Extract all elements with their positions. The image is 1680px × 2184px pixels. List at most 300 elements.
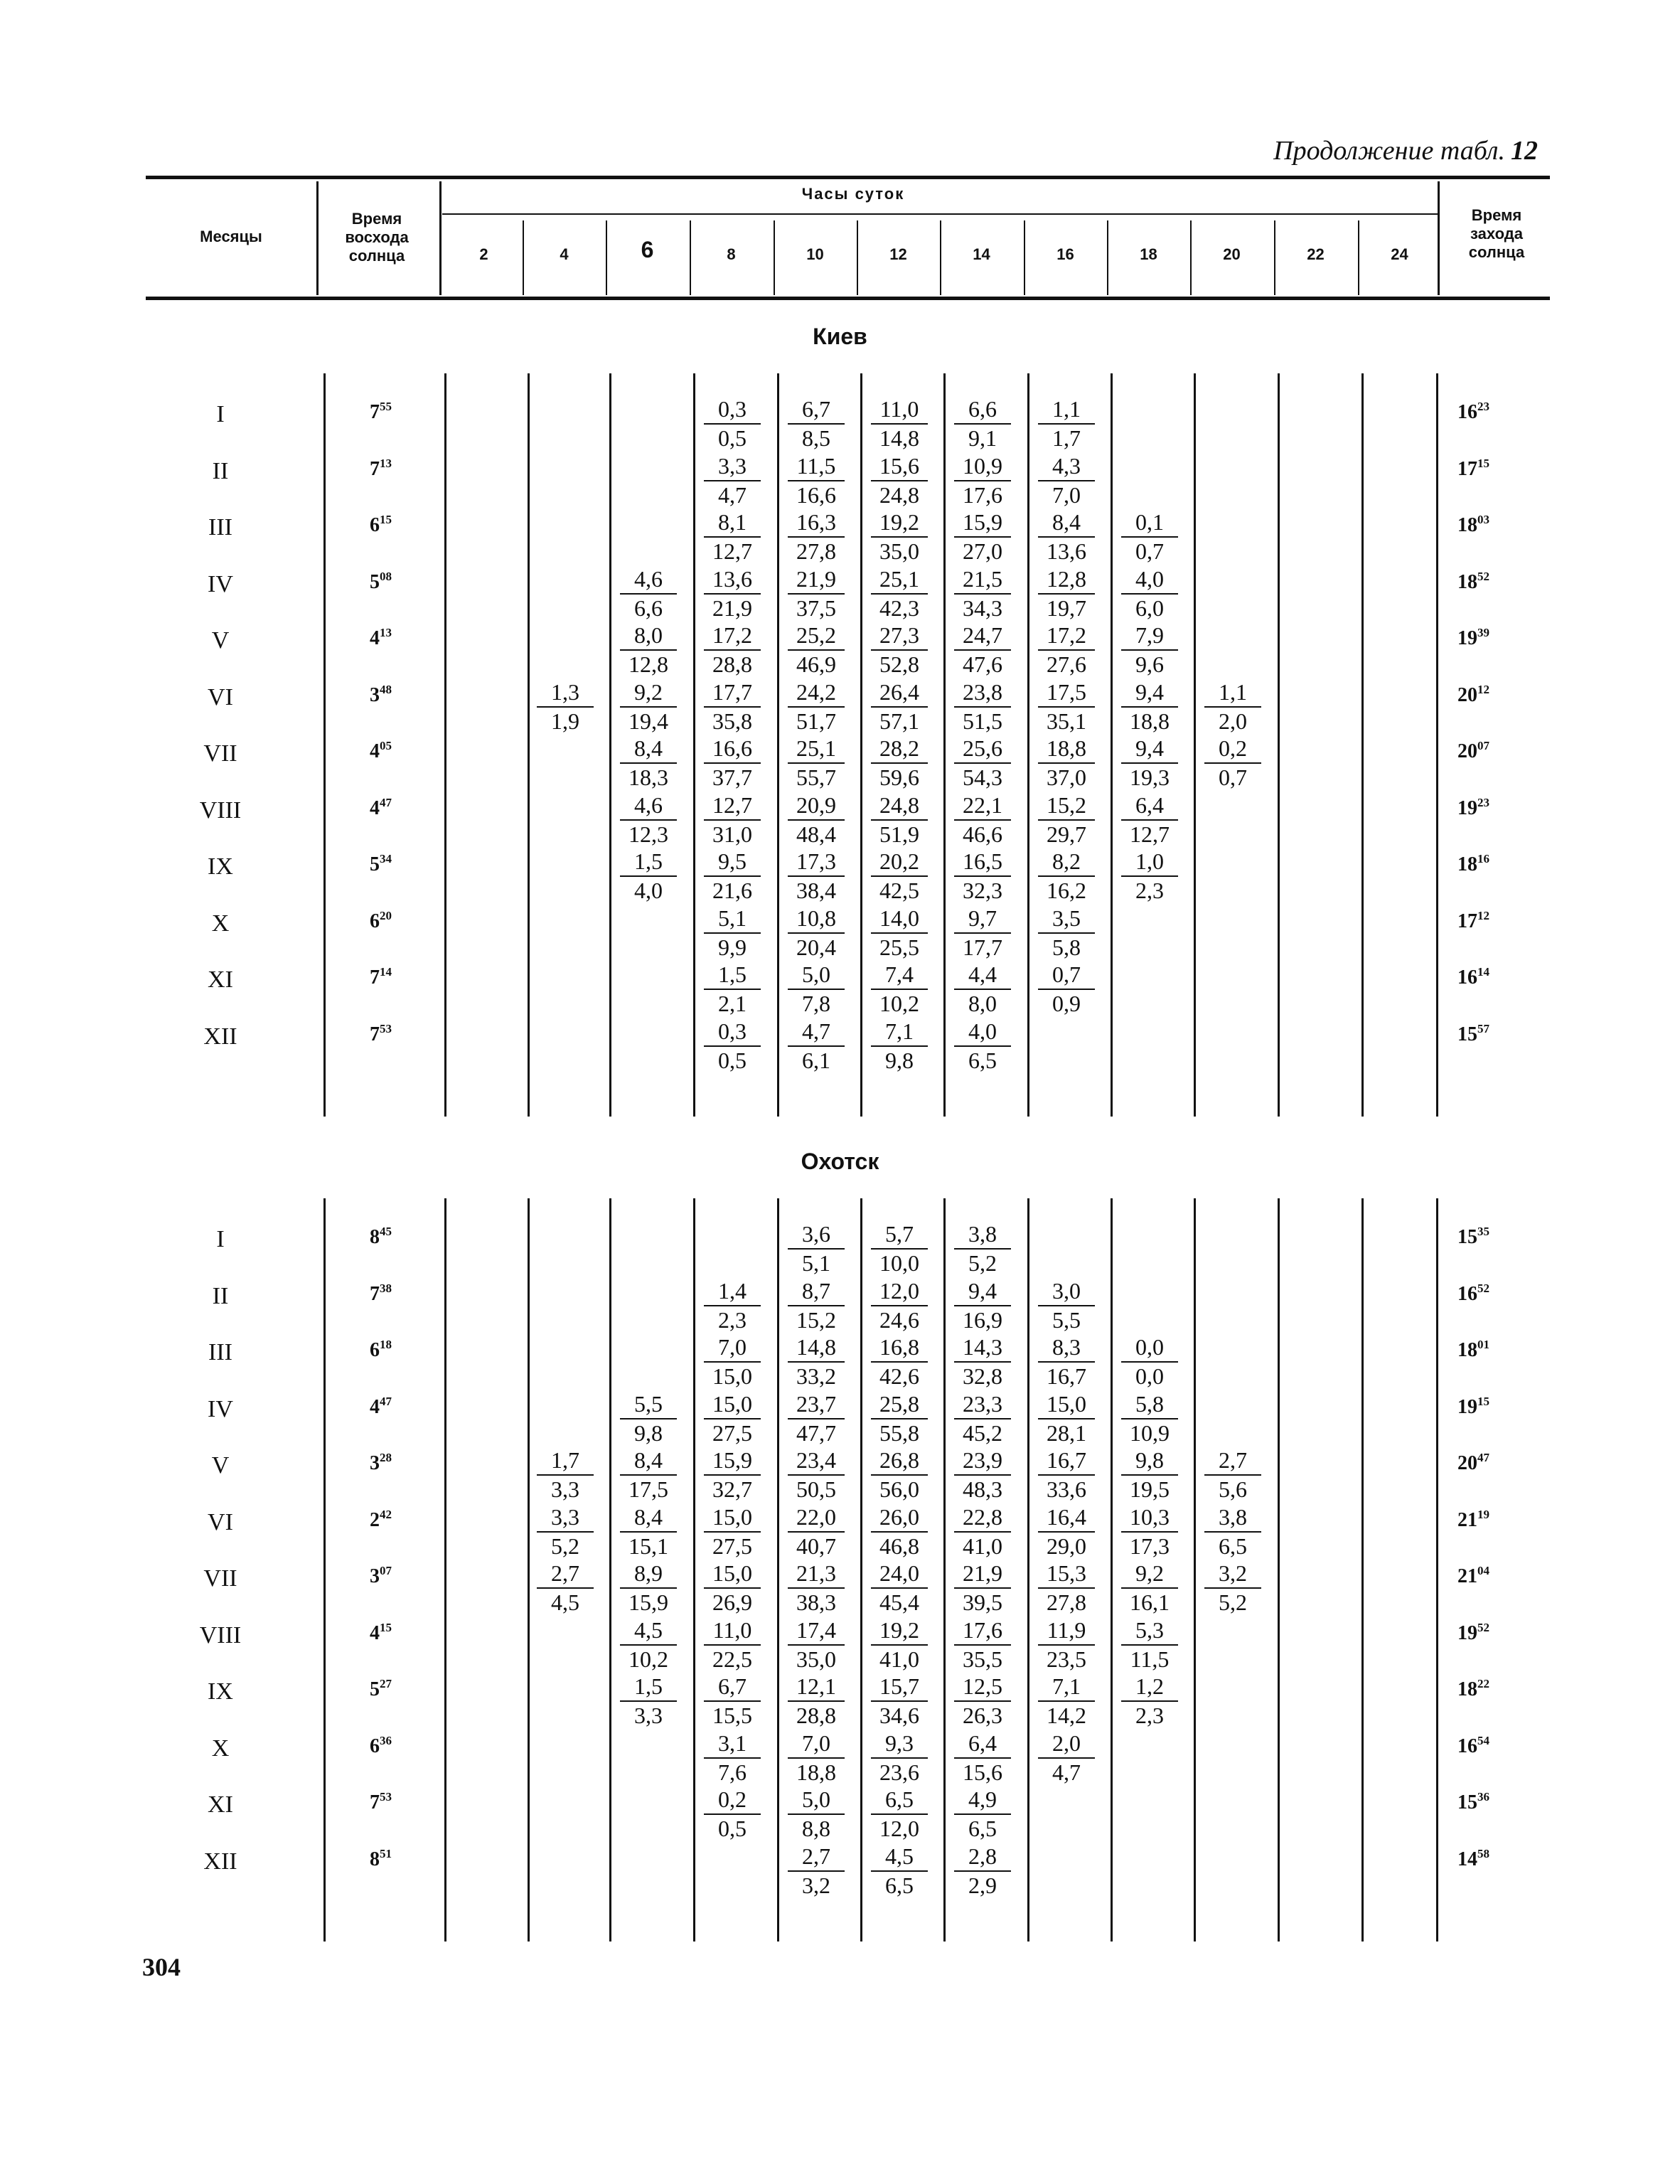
fraction-numerator: 15,3 <box>1047 1560 1086 1586</box>
fraction-denominator: 24,6 <box>871 1305 928 1334</box>
month-label: III <box>208 514 232 540</box>
value-fraction <box>860 1277 938 1334</box>
month-label: VII <box>203 740 237 767</box>
fraction-numerator: 11,0 <box>712 1616 752 1643</box>
fraction-denominator: 2,3 <box>1121 1700 1178 1730</box>
fraction-numerator: 3,5 <box>1052 905 1081 931</box>
value-fraction <box>777 678 855 735</box>
value-fraction <box>860 678 938 735</box>
fraction-denominator: 27,5 <box>704 1531 761 1560</box>
fraction-denominator: 5,8 <box>1038 932 1095 962</box>
fraction-numerator: 15,9 <box>712 1447 752 1473</box>
fraction-numerator: 21,5 <box>963 565 1002 592</box>
fraction-denominator: 0,0 <box>1121 1361 1178 1390</box>
table-number: 12 <box>1511 136 1538 166</box>
fraction-numerator: 23,9 <box>963 1447 1002 1473</box>
value-fraction <box>693 395 771 452</box>
fraction-denominator: 9,6 <box>1121 649 1178 678</box>
fraction-numerator: 16,8 <box>879 1334 919 1360</box>
fraction-numerator: 22,8 <box>963 1503 1002 1530</box>
sunrise-time: $7^{53}$ <box>370 1790 392 1813</box>
fraction-numerator: 27,3 <box>879 622 919 648</box>
value-fraction <box>860 622 938 678</box>
fraction-denominator: 16,2 <box>1038 875 1095 905</box>
sunset-time: $21^{19}$ <box>1457 1507 1489 1531</box>
value-fraction <box>777 1843 855 1900</box>
header-hours: Часы суток <box>801 185 905 203</box>
fraction-denominator: 12,0 <box>871 1813 928 1843</box>
fraction-denominator: 29,0 <box>1038 1531 1095 1560</box>
hour-header-4: 4 <box>560 245 569 263</box>
sunset-time: $16^{14}$ <box>1457 965 1489 989</box>
month-label: IV <box>208 1395 233 1422</box>
fraction-numerator: 1,4 <box>718 1277 747 1304</box>
sunrise-time: $5^{27}$ <box>370 1677 392 1700</box>
sunset-time: $15^{35}$ <box>1457 1225 1489 1248</box>
fraction-denominator: 15,9 <box>620 1587 677 1616</box>
hour-header-divider <box>940 220 941 295</box>
month-label: I <box>216 401 225 427</box>
value-fraction <box>1194 735 1272 792</box>
value-fraction <box>777 1220 855 1277</box>
value-fraction <box>609 792 687 848</box>
fraction-denominator: 18,8 <box>1121 706 1178 735</box>
fraction-numerator: 25,1 <box>796 735 836 761</box>
fraction-denominator: 5,6 <box>1204 1474 1261 1503</box>
header-divider <box>316 181 319 295</box>
value-fraction <box>943 1333 1022 1390</box>
value-fraction <box>1027 395 1106 452</box>
fraction-numerator: 3,6 <box>802 1221 830 1247</box>
fraction-denominator: 18,8 <box>788 1757 845 1786</box>
value-fraction <box>860 1018 938 1075</box>
fraction-denominator: 17,5 <box>620 1474 677 1503</box>
value-fraction <box>943 961 1022 1018</box>
fraction-numerator: 4,5 <box>634 1616 663 1643</box>
value-fraction <box>609 1673 687 1730</box>
fraction-numerator: 5,5 <box>634 1390 663 1417</box>
fraction-denominator: 17,3 <box>1121 1531 1178 1560</box>
sunset-time: $15^{36}$ <box>1457 1790 1489 1813</box>
month-label: II <box>212 1282 229 1309</box>
fraction-denominator: 38,4 <box>788 875 845 905</box>
fraction-denominator: 59,6 <box>871 762 928 792</box>
fraction-numerator: 20,9 <box>796 792 836 818</box>
fraction-denominator: 18,3 <box>620 762 677 792</box>
fraction-numerator: 1,2 <box>1135 1673 1164 1699</box>
fraction-numerator: 14,0 <box>879 905 919 931</box>
fraction-denominator: 34,6 <box>871 1700 928 1730</box>
fraction-denominator: 16,7 <box>1038 1361 1095 1390</box>
fraction-denominator: 46,8 <box>871 1531 928 1560</box>
fraction-denominator: 26,3 <box>954 1700 1011 1730</box>
month-label: VI <box>208 1508 233 1535</box>
value-fraction <box>943 1843 1022 1900</box>
column-line <box>528 373 530 1117</box>
page-number: 304 <box>142 1953 181 1981</box>
value-fraction <box>526 1503 604 1560</box>
sunset-time: $20^{07}$ <box>1457 739 1489 762</box>
value-fraction <box>693 622 771 678</box>
section-title-kiev: Киев <box>813 324 867 349</box>
sunset-time: $21^{04}$ <box>1457 1564 1489 1587</box>
fraction-denominator: 21,9 <box>704 593 761 622</box>
value-fraction <box>860 1673 938 1730</box>
value-fraction <box>1027 1730 1106 1786</box>
value-fraction <box>943 1390 1022 1447</box>
fraction-numerator: 4,9 <box>968 1786 997 1812</box>
value-fraction <box>777 905 855 962</box>
fraction-numerator: 15,0 <box>1047 1390 1086 1417</box>
value-fraction <box>943 565 1022 622</box>
fraction-numerator: 7,4 <box>885 962 914 987</box>
sunrise-time: $4^{47}$ <box>370 795 392 819</box>
fraction-numerator: 16,5 <box>963 848 1002 874</box>
fraction-denominator: 12,7 <box>1121 819 1178 848</box>
value-fraction <box>1111 1560 1189 1616</box>
fraction-numerator: 8,0 <box>634 622 663 648</box>
value-fraction <box>1027 1447 1106 1503</box>
sunrise-time: $4^{15}$ <box>370 1620 392 1644</box>
fraction-numerator: 25,2 <box>796 622 836 648</box>
month-label: III <box>208 1339 232 1365</box>
fraction-numerator: 17,7 <box>712 678 752 705</box>
fraction-denominator: 8,0 <box>954 989 1011 1018</box>
fraction-denominator: 9,9 <box>704 932 761 962</box>
header-divider <box>439 181 442 295</box>
fraction-numerator: 7,1 <box>885 1018 914 1044</box>
fraction-denominator: 9,1 <box>954 423 1011 452</box>
value-fraction <box>777 1390 855 1447</box>
fraction-numerator: 1,1 <box>1219 678 1247 705</box>
fraction-numerator: 8,4 <box>634 1447 663 1473</box>
month-label: VIII <box>199 797 242 824</box>
value-fraction <box>860 395 938 452</box>
value-fraction <box>1111 1333 1189 1390</box>
value-fraction <box>693 1018 771 1075</box>
fraction-numerator: 5,0 <box>802 962 830 987</box>
fraction-numerator: 23,3 <box>963 1390 1002 1417</box>
fraction-denominator: 56,0 <box>871 1474 928 1503</box>
fraction-numerator: 8,2 <box>1052 848 1081 874</box>
fraction-denominator: 7,6 <box>704 1757 761 1786</box>
fraction-numerator: 25,1 <box>879 565 919 592</box>
fraction-numerator: 1,3 <box>551 678 579 705</box>
fraction-numerator: 17,3 <box>796 848 836 874</box>
value-fraction <box>943 1730 1022 1786</box>
fraction-denominator: 16,1 <box>1121 1587 1178 1616</box>
hour-header-divider <box>1190 220 1192 295</box>
fraction-denominator: 1,9 <box>537 706 594 735</box>
sunrise-time: $6^{18}$ <box>370 1338 392 1361</box>
value-fraction <box>1111 1503 1189 1560</box>
fraction-denominator: 4,7 <box>1038 1757 1095 1786</box>
fraction-numerator: 8,9 <box>634 1560 663 1586</box>
column-line <box>1436 1198 1438 1941</box>
fraction-denominator: 5,2 <box>1204 1587 1261 1616</box>
sunrise-time: $6^{20}$ <box>370 908 392 932</box>
fraction-denominator: 2,3 <box>704 1305 761 1334</box>
value-fraction <box>1027 1560 1106 1616</box>
fraction-numerator: 26,4 <box>879 678 919 705</box>
hour-header-divider <box>1274 220 1275 295</box>
value-fraction <box>860 792 938 848</box>
fraction-denominator: 38,3 <box>788 1587 845 1616</box>
fraction-numerator: 0,2 <box>1219 735 1247 761</box>
fraction-denominator: 33,2 <box>788 1361 845 1390</box>
fraction-numerator: 24,2 <box>796 678 836 705</box>
fraction-denominator: 35,1 <box>1038 706 1095 735</box>
sunrise-time: $3^{28}$ <box>370 1451 392 1474</box>
fraction-numerator: 7,1 <box>1052 1673 1081 1699</box>
value-fraction <box>1027 1277 1106 1334</box>
fraction-denominator: 2,1 <box>704 989 761 1018</box>
fraction-numerator: 13,6 <box>712 565 752 592</box>
fraction-denominator: 39,5 <box>954 1587 1011 1616</box>
fraction-numerator: 7,9 <box>1135 622 1164 648</box>
value-fraction <box>777 1277 855 1334</box>
fraction-numerator: 2,0 <box>1052 1730 1081 1756</box>
hour-header-divider <box>1107 220 1108 295</box>
value-fraction <box>693 1277 771 1334</box>
fraction-denominator: 2,9 <box>954 1870 1011 1900</box>
value-fraction <box>860 452 938 509</box>
fraction-denominator: 15,5 <box>704 1700 761 1730</box>
value-fraction <box>943 1673 1022 1730</box>
fraction-numerator: 6,7 <box>718 1673 747 1699</box>
fraction-denominator: 42,6 <box>871 1361 928 1390</box>
fraction-denominator: 11,5 <box>1121 1644 1178 1673</box>
fraction-denominator: 7,0 <box>1038 480 1095 509</box>
fraction-denominator: 34,3 <box>954 593 1011 622</box>
value-fraction <box>693 1333 771 1390</box>
fraction-denominator: 55,8 <box>871 1418 928 1447</box>
sunset-time: $16^{23}$ <box>1457 400 1489 423</box>
value-fraction <box>1111 1616 1189 1673</box>
fraction-denominator: 28,1 <box>1038 1418 1095 1447</box>
value-fraction <box>693 848 771 905</box>
fraction-denominator: 8,8 <box>788 1813 845 1843</box>
fraction-numerator: 5,8 <box>1135 1390 1164 1417</box>
fraction-numerator: 6,4 <box>968 1730 997 1756</box>
fraction-numerator: 10,3 <box>1130 1503 1170 1530</box>
value-fraction <box>693 1786 771 1843</box>
fraction-numerator: 25,8 <box>879 1390 919 1417</box>
hours-rule <box>442 213 1438 215</box>
month-label: VI <box>208 683 233 710</box>
fraction-numerator: 4,0 <box>968 1018 997 1044</box>
fraction-denominator: 32,8 <box>954 1361 1011 1390</box>
value-fraction <box>777 848 855 905</box>
fraction-denominator: 17,6 <box>954 480 1011 509</box>
sunset-time: $20^{12}$ <box>1457 682 1489 706</box>
fraction-denominator: 8,5 <box>788 423 845 452</box>
fraction-numerator: 24,8 <box>879 792 919 818</box>
fraction-numerator: 10,8 <box>796 905 836 931</box>
value-fraction <box>943 622 1022 678</box>
fraction-numerator: 5,0 <box>802 1786 830 1812</box>
sunset-time: $19^{39}$ <box>1457 626 1489 649</box>
fraction-denominator: 47,6 <box>954 649 1011 678</box>
value-fraction <box>943 1560 1022 1616</box>
fraction-numerator: 15,0 <box>712 1560 752 1586</box>
fraction-numerator: 5,7 <box>885 1221 914 1247</box>
value-fraction <box>860 1447 938 1503</box>
fraction-denominator: 5,2 <box>954 1248 1011 1277</box>
fraction-denominator: 35,0 <box>788 1644 845 1673</box>
fraction-numerator: 15,7 <box>879 1673 919 1699</box>
value-fraction <box>526 678 604 735</box>
value-fraction <box>860 1616 938 1673</box>
hour-header-divider <box>606 220 607 295</box>
value-fraction <box>943 1447 1022 1503</box>
fraction-numerator: 9,2 <box>634 678 663 705</box>
value-fraction <box>1027 792 1106 848</box>
fraction-numerator: 2,7 <box>551 1560 579 1586</box>
fraction-denominator: 15,0 <box>704 1361 761 1390</box>
fraction-denominator: 48,4 <box>788 819 845 848</box>
sunrise-time: $8^{45}$ <box>370 1225 392 1248</box>
fraction-denominator: 13,6 <box>1038 536 1095 565</box>
fraction-numerator: 12,0 <box>879 1277 919 1304</box>
hour-header-divider <box>774 220 775 295</box>
fraction-numerator: 1,5 <box>634 1673 663 1699</box>
fraction-denominator: 10,9 <box>1121 1418 1178 1447</box>
value-fraction <box>777 1333 855 1390</box>
fraction-denominator: 41,0 <box>954 1531 1011 1560</box>
fraction-denominator: 48,3 <box>954 1474 1011 1503</box>
value-fraction <box>860 905 938 962</box>
fraction-denominator: 1,7 <box>1038 423 1095 452</box>
fraction-numerator: 9,2 <box>1135 1560 1164 1586</box>
hour-header-20: 20 <box>1223 245 1241 263</box>
fraction-numerator: 4,0 <box>1135 565 1164 592</box>
fraction-denominator: 12,8 <box>620 649 677 678</box>
value-fraction <box>943 792 1022 848</box>
value-fraction <box>693 1560 771 1616</box>
fraction-denominator: 0,7 <box>1204 762 1261 792</box>
value-fraction <box>943 1220 1022 1277</box>
fraction-denominator: 28,8 <box>788 1700 845 1730</box>
fraction-denominator: 54,3 <box>954 762 1011 792</box>
value-fraction <box>693 678 771 735</box>
value-fraction <box>693 1616 771 1673</box>
value-fraction <box>1027 961 1106 1018</box>
hour-header-10: 10 <box>806 245 824 263</box>
value-fraction <box>1194 1447 1272 1503</box>
fraction-numerator: 10,9 <box>963 452 1002 479</box>
value-fraction <box>1194 1503 1272 1560</box>
value-fraction <box>777 1730 855 1786</box>
fraction-denominator: 10,2 <box>871 989 928 1018</box>
fraction-denominator: 23,5 <box>1038 1644 1095 1673</box>
value-fraction <box>1111 678 1189 735</box>
fraction-numerator: 0,3 <box>718 1018 747 1044</box>
fraction-numerator: 1,7 <box>551 1447 579 1473</box>
fraction-numerator: 21,9 <box>796 565 836 592</box>
fraction-numerator: 3,8 <box>1219 1503 1247 1530</box>
fraction-numerator: 8,1 <box>718 509 747 535</box>
fraction-numerator: 18,8 <box>1047 735 1086 761</box>
fraction-numerator: 4,6 <box>634 565 663 592</box>
fraction-denominator: 50,5 <box>788 1474 845 1503</box>
fraction-denominator: 14,2 <box>1038 1700 1095 1730</box>
fraction-denominator: 51,5 <box>954 706 1011 735</box>
month-label: V <box>211 1452 230 1479</box>
fraction-numerator: 0,7 <box>1052 962 1081 987</box>
value-fraction <box>777 1786 855 1843</box>
hour-header-16: 16 <box>1056 245 1074 263</box>
fraction-denominator: 3,3 <box>537 1474 594 1503</box>
sunrise-time: $2^{42}$ <box>370 1507 392 1531</box>
sunrise-time: $3^{48}$ <box>370 682 392 706</box>
fraction-denominator: 5,2 <box>537 1531 594 1560</box>
value-fraction <box>860 1390 938 1447</box>
fraction-numerator: 23,4 <box>796 1447 836 1473</box>
hour-header-divider <box>690 220 691 295</box>
fraction-numerator: 8,3 <box>1052 1334 1081 1360</box>
hour-header-divider <box>1024 220 1025 295</box>
fraction-numerator: 17,4 <box>796 1616 836 1643</box>
fraction-numerator: 15,6 <box>879 452 919 479</box>
fraction-numerator: 0,2 <box>718 1786 747 1812</box>
fraction-denominator: 37,0 <box>1038 762 1095 792</box>
value-fraction <box>1027 508 1106 565</box>
value-fraction <box>609 678 687 735</box>
value-fraction <box>860 848 938 905</box>
fraction-numerator: 9,4 <box>968 1277 997 1304</box>
fraction-denominator: 26,9 <box>704 1587 761 1616</box>
column-line <box>1436 373 1438 1117</box>
value-fraction <box>860 735 938 792</box>
sunrise-time: $7^{55}$ <box>370 400 392 423</box>
fraction-numerator: 22,0 <box>796 1503 836 1530</box>
fraction-denominator: 55,7 <box>788 762 845 792</box>
sunset-time: $18^{01}$ <box>1457 1338 1489 1361</box>
value-fraction <box>1027 848 1106 905</box>
hour-header-divider <box>523 220 524 295</box>
fraction-denominator: 25,5 <box>871 932 928 962</box>
value-fraction <box>943 1277 1022 1334</box>
fraction-numerator: 17,2 <box>712 622 752 648</box>
sunset-time: $18^{03}$ <box>1457 513 1489 536</box>
fraction-numerator: 9,8 <box>1135 1447 1164 1473</box>
fraction-numerator: 22,1 <box>963 792 1002 818</box>
sunrise-time: $6^{15}$ <box>370 513 392 536</box>
fraction-denominator: 4,5 <box>537 1587 594 1616</box>
fraction-numerator: 7,0 <box>802 1730 830 1756</box>
fraction-denominator: 19,3 <box>1121 762 1178 792</box>
value-fraction <box>693 961 771 1018</box>
fraction-denominator: 9,8 <box>871 1045 928 1075</box>
fraction-denominator: 7,8 <box>788 989 845 1018</box>
value-fraction <box>1027 622 1106 678</box>
value-fraction <box>1111 1447 1189 1503</box>
fraction-denominator: 2,3 <box>1121 875 1178 905</box>
fraction-denominator: 0,9 <box>1038 989 1095 1018</box>
fraction-numerator: 17,6 <box>963 1616 1002 1643</box>
sunrise-time: $3^{07}$ <box>370 1564 392 1587</box>
fraction-denominator: 22,5 <box>704 1644 761 1673</box>
sunset-time: $19^{23}$ <box>1457 795 1489 819</box>
fraction-denominator: 28,8 <box>704 649 761 678</box>
value-fraction <box>693 565 771 622</box>
value-fraction <box>943 452 1022 509</box>
fraction-denominator: 42,5 <box>871 875 928 905</box>
fraction-numerator: 4,7 <box>802 1018 830 1044</box>
fraction-numerator: 14,8 <box>796 1334 836 1360</box>
value-fraction <box>1194 678 1272 735</box>
